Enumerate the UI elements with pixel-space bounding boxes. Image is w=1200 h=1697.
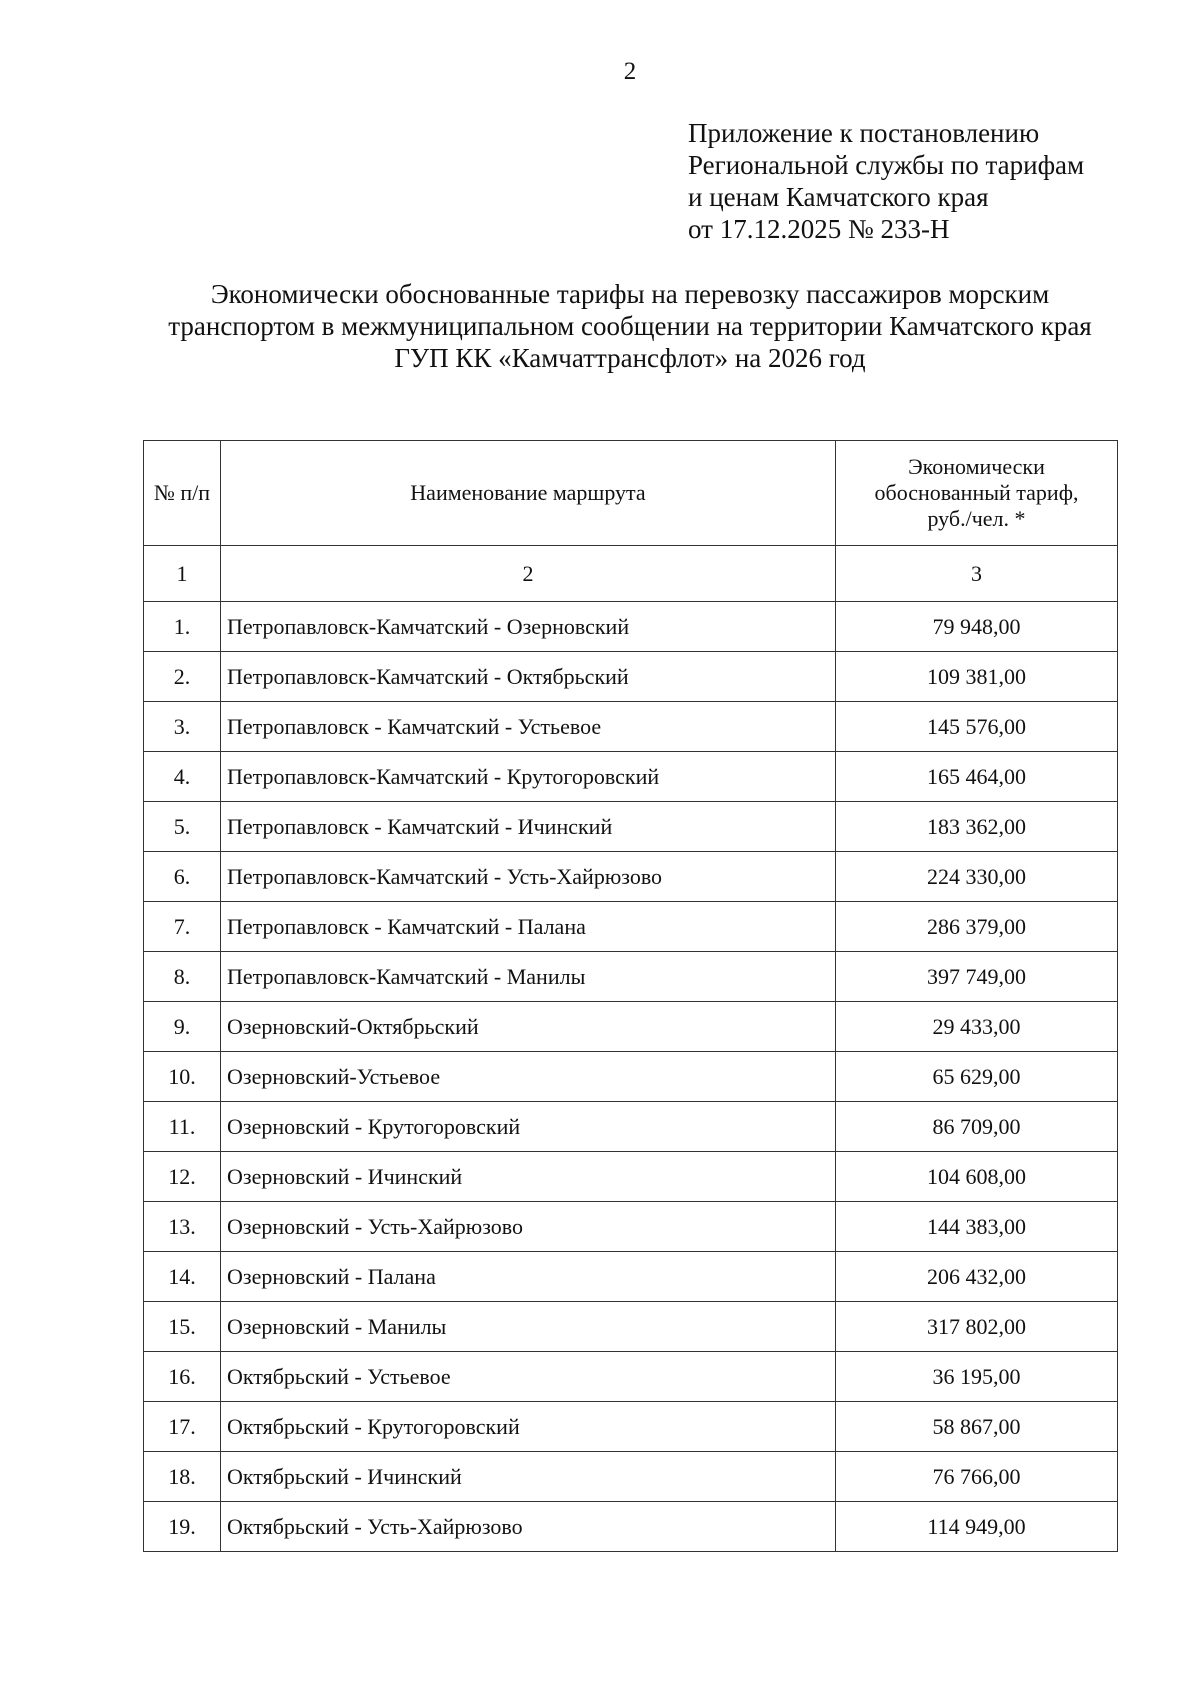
tariff-value: 36 195,00	[836, 1352, 1118, 1402]
header-route: Наименование маршрута	[221, 441, 836, 546]
row-number: 5.	[144, 802, 221, 852]
table-row	[144, 1052, 1118, 1102]
header-tariff-line: Экономически	[908, 454, 1045, 479]
tariff-value: 206 432,00	[836, 1252, 1118, 1302]
route-name: Петропавловск-Камчатский - Крутогоровский	[221, 752, 836, 802]
route-name: Озерновский - Ичинский	[221, 1152, 836, 1202]
column-index-row	[144, 546, 1118, 602]
row-number: 17.	[144, 1402, 221, 1452]
route-name: Петропавловск-Камчатский - Октябрьский	[221, 652, 836, 702]
tariff-value: 224 330,00	[836, 852, 1118, 902]
tariff-value: 76 766,00	[836, 1452, 1118, 1502]
route-name: Петропавловск - Камчатский - Палана	[221, 902, 836, 952]
row-number: 12.	[144, 1152, 221, 1202]
row-number: 13.	[144, 1202, 221, 1252]
table-row	[144, 602, 1118, 652]
row-number: 18.	[144, 1452, 221, 1502]
table-row	[144, 1252, 1118, 1302]
appendix-line: Региональной службы по тарифам	[688, 150, 1085, 180]
header-tariff-line: руб./чел. *	[927, 506, 1026, 531]
tariff-value: 58 867,00	[836, 1402, 1118, 1452]
row-number: 1.	[144, 602, 221, 652]
row-number: 19.	[144, 1502, 221, 1552]
title-line: ГУП КК «Камчаттрансфлот» на 2026 год	[394, 343, 866, 373]
row-number: 8.	[144, 952, 221, 1002]
table-row	[144, 1102, 1118, 1152]
row-number: 3.	[144, 702, 221, 752]
table-row	[144, 952, 1118, 1002]
table-row	[144, 1452, 1118, 1502]
route-name: Петропавловск-Камчатский - Озерновский	[221, 602, 836, 652]
tariff-value: 114 949,00	[836, 1502, 1118, 1552]
header-num: № п/п	[144, 441, 221, 546]
table-row	[144, 1202, 1118, 1252]
table-row	[144, 752, 1118, 802]
document-title	[140, 278, 1120, 374]
tariff-value: 86 709,00	[836, 1102, 1118, 1152]
row-number: 11.	[144, 1102, 221, 1152]
table-row	[144, 902, 1118, 952]
route-name: Октябрьский - Крутогоровский	[221, 1402, 836, 1452]
row-number: 4.	[144, 752, 221, 802]
route-name: Петропавловск-Камчатский - Усть-Хайрюзово	[221, 852, 836, 902]
tariff-value: 65 629,00	[836, 1052, 1118, 1102]
table-row	[144, 802, 1118, 852]
tariff-value: 104 608,00	[836, 1152, 1118, 1202]
tariff-value: 79 948,00	[836, 602, 1118, 652]
route-name: Октябрьский - Ичинский	[221, 1452, 836, 1502]
column-index: 3	[836, 546, 1118, 602]
table-row	[144, 852, 1118, 902]
table-row	[144, 1302, 1118, 1352]
route-name: Петропавловск-Камчатский - Манилы	[221, 952, 836, 1002]
route-name: Озерновский - Манилы	[221, 1302, 836, 1352]
page-number: 2	[623, 58, 637, 85]
route-name: Октябрьский - Усть-Хайрюзово	[221, 1502, 836, 1552]
tariff-value: 317 802,00	[836, 1302, 1118, 1352]
route-name: Озерновский - Крутогоровский	[221, 1102, 836, 1152]
tariff-value: 286 379,00	[836, 902, 1118, 952]
tariff-value: 397 749,00	[836, 952, 1118, 1002]
column-index: 1	[144, 546, 221, 602]
appendix-line: Приложение к постановлению	[688, 118, 1040, 148]
table-row	[144, 1502, 1118, 1552]
row-number: 14.	[144, 1252, 221, 1302]
route-name: Озерновский-Октябрьский	[221, 1002, 836, 1052]
appendix-line: от 17.12.2025 № 233-Н	[688, 214, 950, 244]
row-number: 6.	[144, 852, 221, 902]
row-number: 9.	[144, 1002, 221, 1052]
row-number: 15.	[144, 1302, 221, 1352]
title-line: Экономически обоснованные тарифы на перевозку пассажиров морским	[210, 279, 1050, 309]
tariff-value: 144 383,00	[836, 1202, 1118, 1252]
route-name: Озерновский-Устьевое	[221, 1052, 836, 1102]
row-number: 16.	[144, 1352, 221, 1402]
tariff-value: 145 576,00	[836, 702, 1118, 752]
row-number: 10.	[144, 1052, 221, 1102]
table-row	[144, 1402, 1118, 1452]
table-row	[144, 1352, 1118, 1402]
column-index: 2	[221, 546, 836, 602]
table-row	[144, 1152, 1118, 1202]
route-name: Озерновский - Палана	[221, 1252, 836, 1302]
route-name: Петропавловск - Камчатский - Устьевое	[221, 702, 836, 752]
tariff-value: 29 433,00	[836, 1002, 1118, 1052]
header-tariff	[836, 441, 1118, 546]
appendix-line: и ценам Камчатского края	[688, 182, 989, 212]
row-number: 7.	[144, 902, 221, 952]
header-tariff-line: обоснованный тариф,	[874, 480, 1079, 505]
route-name: Озерновский - Усть-Хайрюзово	[221, 1202, 836, 1252]
tariff-value: 165 464,00	[836, 752, 1118, 802]
tariff-value: 183 362,00	[836, 802, 1118, 852]
appendix-block	[688, 117, 1084, 245]
table-row	[144, 652, 1118, 702]
table-row	[144, 1002, 1118, 1052]
table-header-row	[144, 441, 1118, 546]
tariff-table	[143, 440, 1118, 1552]
table-row	[144, 702, 1118, 752]
title-line: транспортом в межмуниципальном сообщении на территории Камчатского края	[168, 311, 1092, 341]
route-name: Октябрьский - Устьевое	[221, 1352, 836, 1402]
route-name: Петропавловск - Камчатский - Ичинский	[221, 802, 836, 852]
tariff-value: 109 381,00	[836, 652, 1118, 702]
row-number: 2.	[144, 652, 221, 702]
